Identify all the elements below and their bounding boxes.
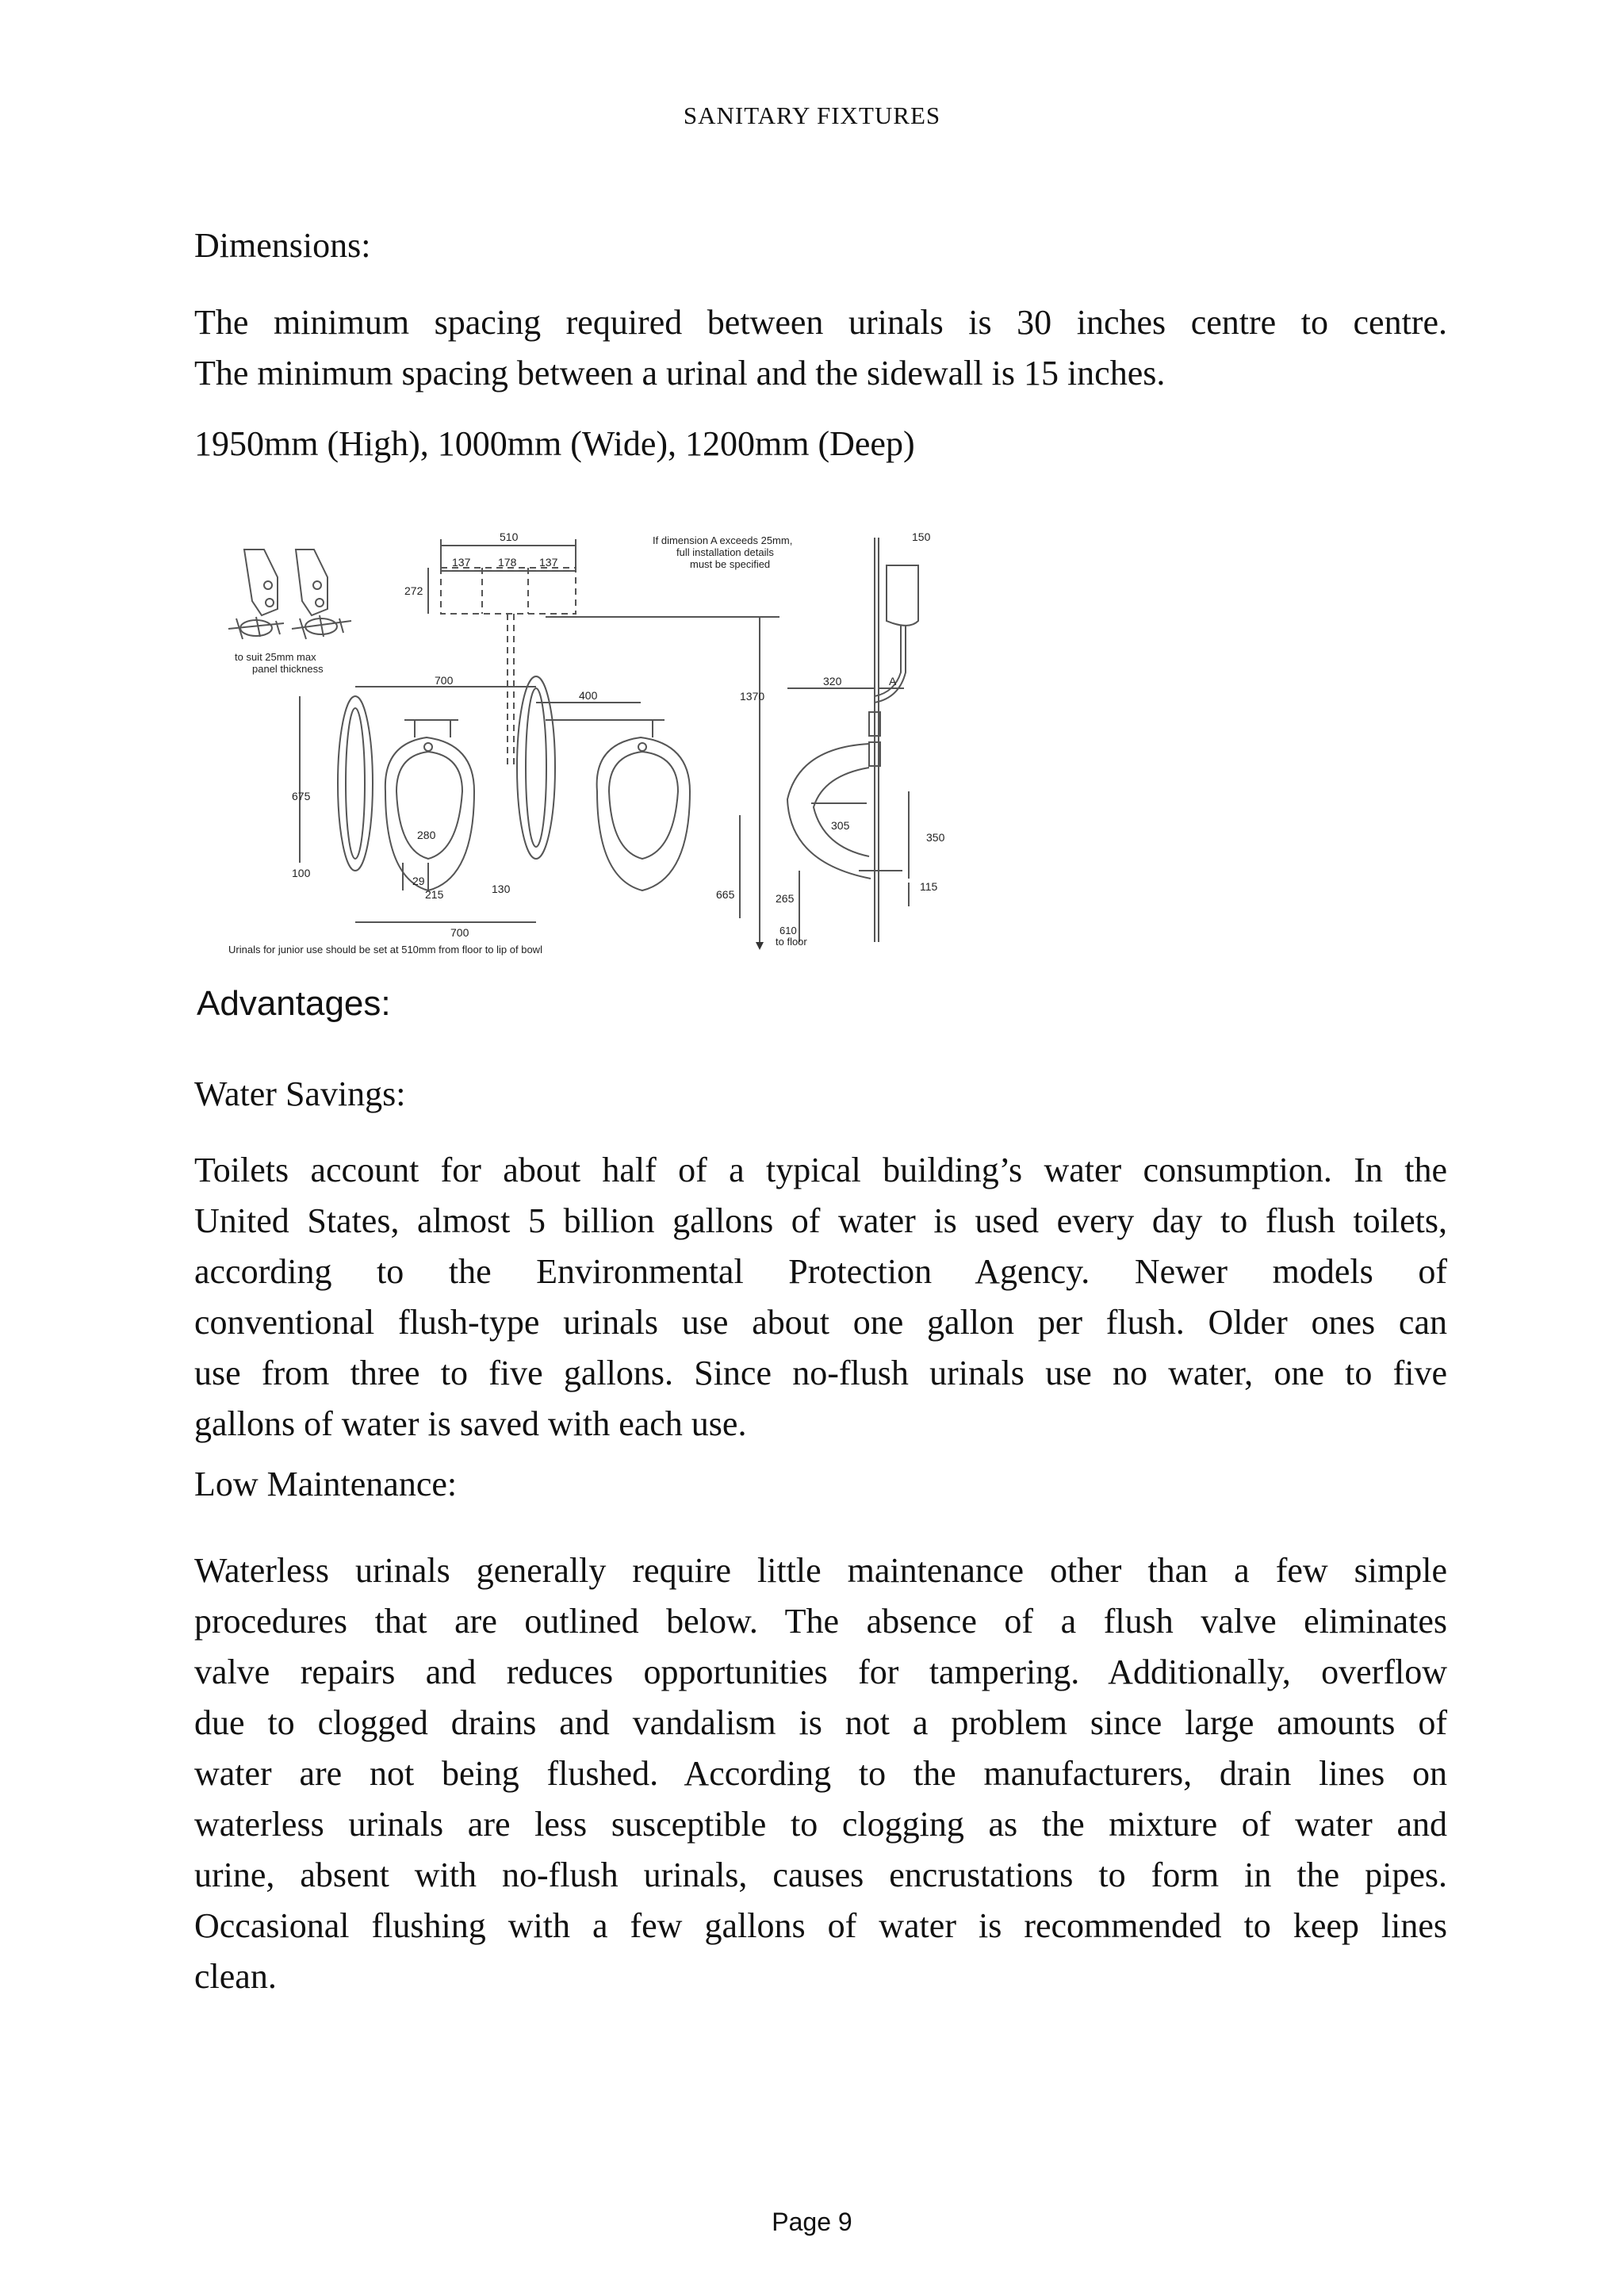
spacing-paragraph [194,297,1447,399]
label-waste-c: 130 [492,883,511,895]
label-pipe-offset: 400 [579,689,598,702]
advantages-heading: Advantages: [197,984,391,1023]
water-line-5: use from three to five gallons. Since no-flush urinals use no water, one to five [194,1354,1447,1392]
maint-line-2: procedures that are outlined below. The absence of a flush valve eliminates [194,1602,1447,1641]
maint-line-6: waterless urinals are less susceptible to clogging as the mixture of water and [194,1805,1447,1844]
label-note-2: full installation details [676,546,774,558]
maint-line-1: Waterless urinals generally require little maintenance other than a few simple [194,1551,1447,1590]
fixing-bolt-left [228,617,284,639]
wall-bracket-right [296,550,327,615]
label-dimension-a: A [889,675,897,687]
page-number: Page 9 [772,2208,852,2236]
label-drop-height: 1370 [740,690,765,703]
side-view-bowl [787,744,902,879]
label-partition-height: 675 [292,790,311,802]
wall-bracket-left [244,550,278,615]
label-outlet-offset: 265 [776,892,795,905]
label-floor-height: 610 [779,925,797,936]
maint-line-7: urine, absent with no-flush urinals, causes encrustations to form in the pipes. [194,1855,1447,1894]
maint-line-9: clean. [194,1957,277,1996]
spacing-line-2: The minimum spacing between a urinal and the sidewall is 15 inches. [194,354,1166,393]
maint-line-8: Occasional flushing with a few gallons of water is recommended to keep lines [194,1906,1447,1945]
fixing-bolt-right [292,615,351,639]
label-projection: 320 [823,675,842,687]
cistern-outline [441,568,576,768]
urinal-bowl-right [546,720,690,890]
label-note-3: must be specified [690,558,771,570]
label-side-depth: 150 [912,530,931,543]
side-view-cistern [869,538,918,942]
water-line-1: Toilets account for about half of a typical building’s water consumption. In the [194,1151,1447,1189]
label-lip-height: 665 [716,888,735,901]
spacing-line-1: The minimum spacing required between urinals is 30 inches centre to centre. [194,303,1447,342]
label-top-width: 510 [500,530,519,543]
label-bowl-width: 280 [417,829,436,841]
label-waste-b: 215 [425,888,444,901]
water-line-3: according to the Environmental Protection Agency. Newer models of [194,1252,1447,1291]
maint-line-4: due to clogged drains and vandalism is not a problem since large amounts of [194,1703,1447,1742]
running-header: SANITARY FIXTURES [683,101,941,129]
label-seg-c: 137 [539,556,558,569]
maint-line-3: valve repairs and reduces opportunities for tampering. Additionally, overflow [194,1653,1447,1691]
partition-left [338,696,373,871]
water-savings-heading: Water Savings: [194,1074,406,1113]
label-note-1: If dimension A exceeds 25mm, [653,534,793,546]
label-outlet-height: 350 [926,831,945,844]
label-seg-b: 178 [498,556,517,569]
partition-middle [517,676,555,859]
label-floor-note: to floor [776,936,807,948]
water-savings-paragraph [194,1145,1447,1450]
low-maintenance-heading: Low Maintenance: [194,1465,458,1503]
dimensions-heading: Dimensions: [194,226,371,265]
urinal-bowl-left [385,720,474,890]
water-line-4: conventional flush-type urinals use about one gallon per flush. Older ones can [194,1303,1447,1342]
label-panel-2: panel thickness [252,663,324,675]
water-line-2: United States, almost 5 billion gallons of water is used every day to flush toilets, [194,1201,1447,1240]
label-spacing-upper: 700 [435,674,454,687]
figure-footnote: Urinals for junior use should be set at 510mm from floor to lip of bowl [228,944,542,956]
label-waste-a: 29 [412,875,425,887]
overall-dimensions: 1950mm (High), 1000mm (Wide), 1200mm (Deep) [194,424,915,463]
label-lip-depth: 305 [831,819,850,832]
water-line-6: gallons of water is saved with each use. [194,1404,747,1443]
floor-arrow [756,942,764,950]
label-seg-a: 137 [452,556,471,569]
label-spacing-lower: 700 [450,926,469,939]
low-maintenance-paragraph [194,1545,1447,2002]
label-cistern-height: 272 [404,584,423,597]
label-waste-height: 115 [920,880,938,893]
maint-line-5: water are not being flushed. According to the manufacturers, drain lines on [194,1754,1447,1793]
label-panel-1: to suit 25mm max [235,651,316,663]
label-partition-base: 100 [292,867,311,879]
urinal-installation-diagram [220,530,970,958]
